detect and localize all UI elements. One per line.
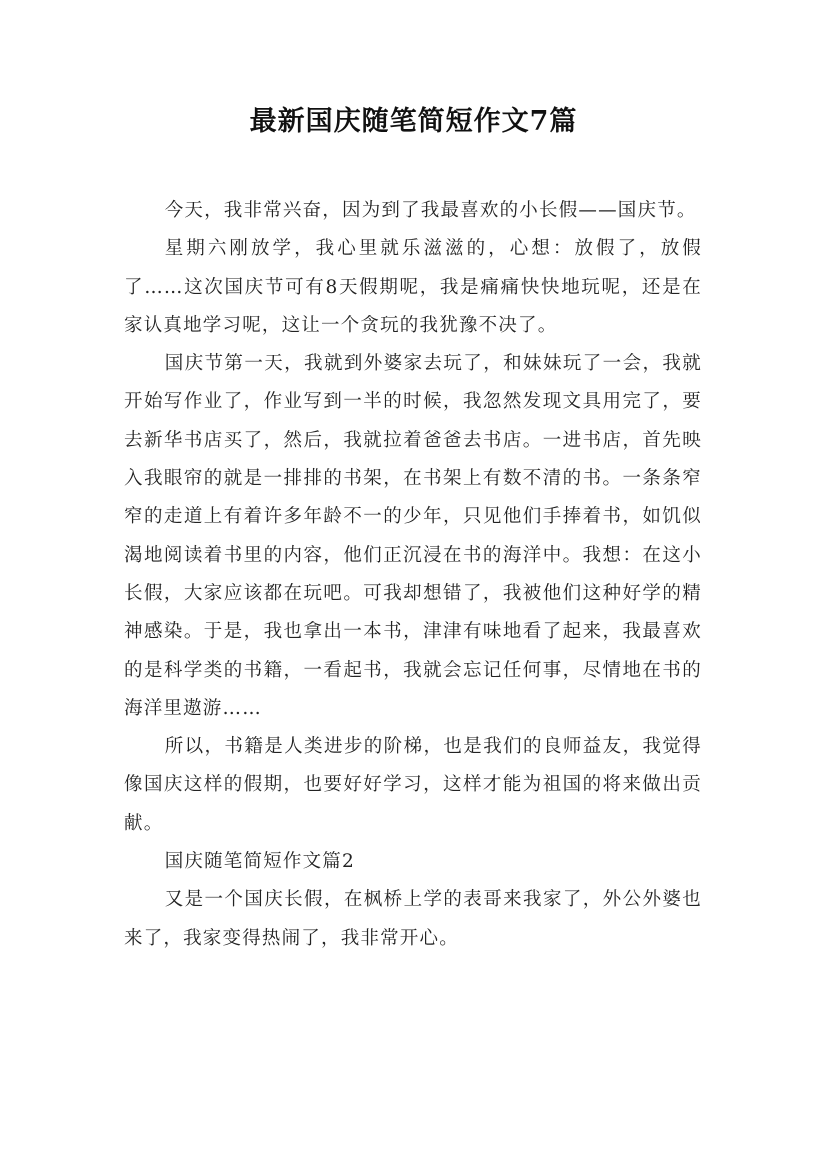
paragraph: 星期六刚放学，我心里就乐滋滋的，心想：放假了，放假了……这次国庆节可有8天假期呢，我是痛痛快快地玩呢，还是在家认真地学习呢，这让一个贪玩的我犹豫不决了。	[124, 238, 702, 336]
paragraph: 今天，我非常兴奋，因为到了我最喜欢的小长假——国庆节。	[164, 200, 697, 221]
paragraph: 又是一个国庆长假，在枫桥上学的表哥来我家了，外公外婆也来了，我家变得热闹了，我非常开心。	[124, 889, 702, 949]
document-title: 最新国庆随笔简短作文7篇	[249, 106, 578, 137]
document-body	[124, 192, 702, 958]
section-heading: 国庆随笔简短作文篇2	[164, 851, 355, 873]
paragraph: 国庆节第一天，我就到外婆家去玩了，和妹妹玩了一会，我就开始写作业了，作业写到一半的时候，我忽然发现文具用完了，要去新华书店买了，然后，我就拉着爸爸去书店。一进书店，首先映入我眼帘的就是一排排的书架，在书架上有数不清的书。一条条窄窄的走道上有着许多年龄不一的少年，只见他们手捧着书，如饥似渴地阅读着书里的内容，他们正沉浸在书的海洋中。我想：在这小长假，大家应该都在玩吧。可我却想错了，我被他们这种好学的精神感染。于是，我也拿出一本书，津津有味地看了起来，我最喜欢的是科学类的书籍，一看起书，我就会忘记任何事，尽情地在书的海洋里遨游……	[124, 353, 702, 719]
paragraph: 所以，书籍是人类进步的阶梯，也是我们的良师益友，我觉得像国庆这样的假期，也要好好学习，这样才能为祖国的将来做出贡献。	[124, 736, 702, 834]
